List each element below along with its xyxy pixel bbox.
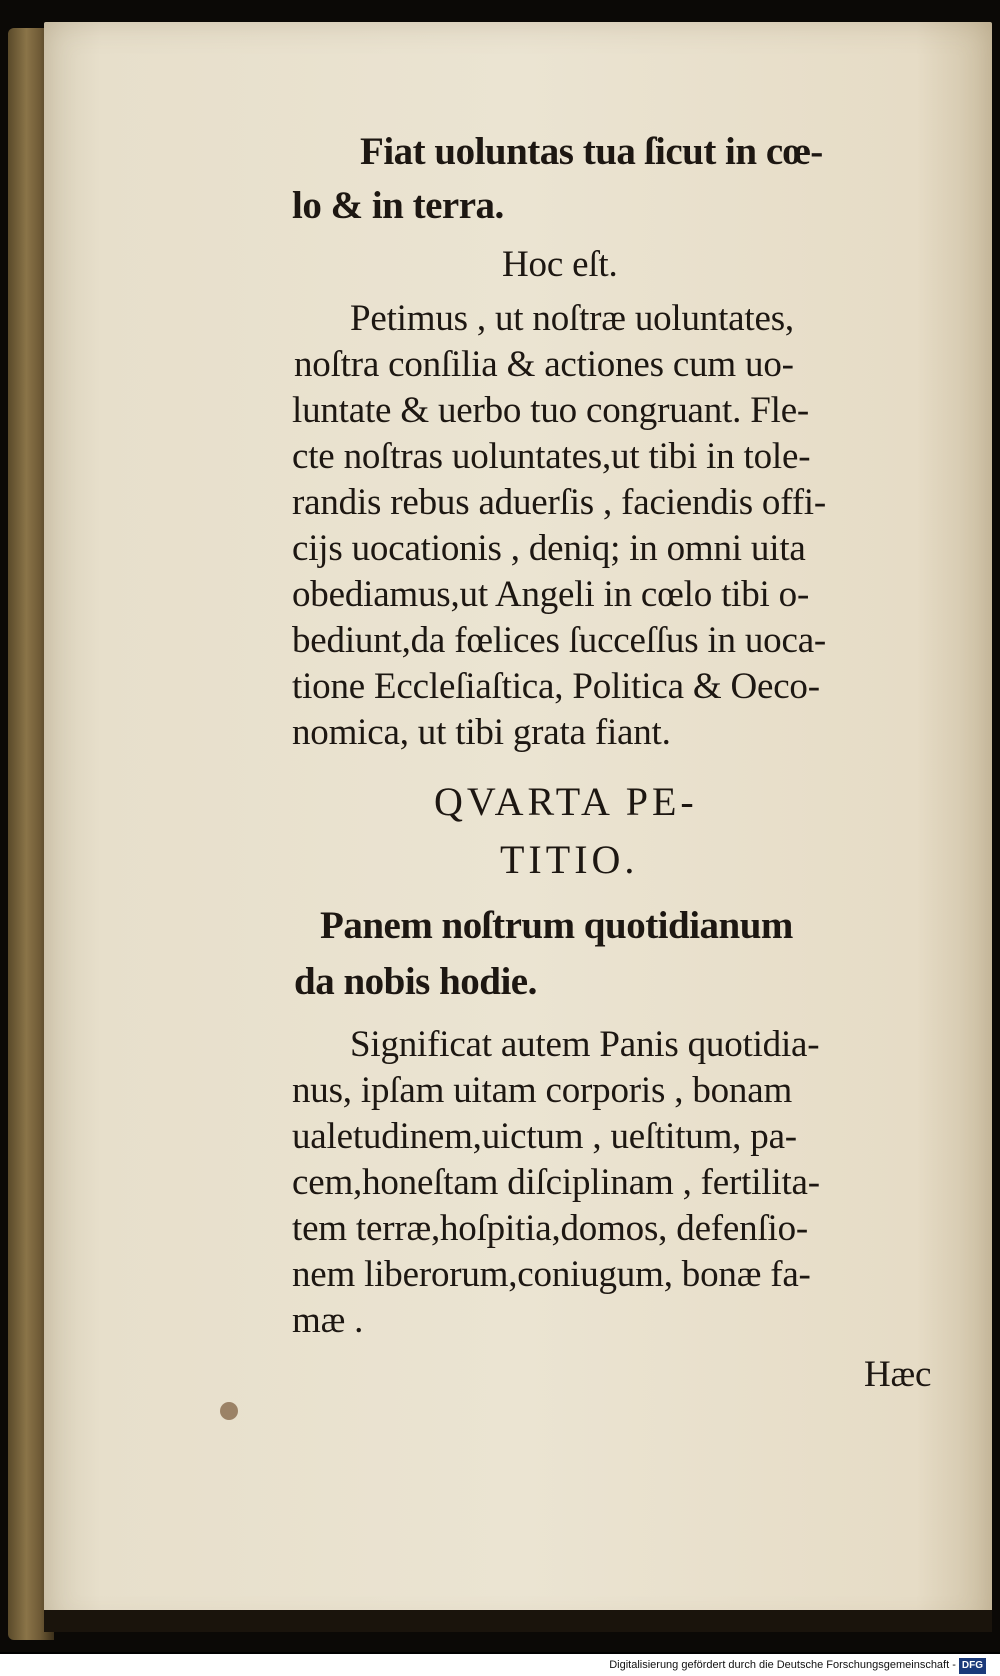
text-line: obediamus,ut Angeli in cœlo tibi o- [292, 574, 810, 615]
text-line: bediunt,da fœlices ſucceſſus in uoca- [292, 620, 827, 661]
text-line: Fiat uoluntas tua ſicut in cœ- [360, 130, 823, 173]
text-line: cijs uocationis , deniq; in omni uita [292, 528, 806, 569]
page-bottom-shadow [44, 1610, 992, 1632]
text-line: nem liberorum,coniugum, bonæ fa- [292, 1254, 811, 1295]
text-line: Panem noſtrum quotidianum [320, 904, 793, 947]
text-line: luntate & uerbo tuo congruant. Fle- [292, 390, 810, 431]
text-line: nomica, ut tibi grata fiant. [292, 712, 671, 753]
text-line: randis rebus aduerſis , faciendis offi- [292, 482, 827, 523]
text-line: Hoc eſt. [502, 244, 618, 285]
text-line: da nobis hodie. [294, 960, 537, 1003]
text-line: Significat autem Panis quotidia- [350, 1024, 820, 1065]
catchword: Hæc [864, 1354, 932, 1395]
text-line: mæ . [292, 1300, 364, 1341]
section-heading: QVARTA PE- [434, 779, 698, 824]
text-line: tione Eccleſiaſtica, Politica & Oeco- [292, 666, 820, 707]
page-text [44, 22, 992, 1622]
text-line: lo & in terra. [292, 184, 504, 227]
footer-text: Digitalisierung gefördert durch die Deutsche Forschungsgemeinschaft - [609, 1659, 956, 1671]
text-line: tem terræ,hoſpitia,domos, defenſio- [292, 1208, 809, 1249]
text-line: Petimus , ut noſtræ uoluntates, [350, 298, 794, 339]
section-heading: TITIO. [500, 837, 639, 882]
text-line: cem,honeſtam diſciplinam , fertilita- [292, 1162, 820, 1203]
text-line: ualetudinem,uictum , ueſtitum, pa- [292, 1116, 797, 1157]
digitization-footer [0, 1654, 1000, 1676]
text-line: nus, ipſam uitam corporis , bonam [292, 1070, 793, 1111]
dfg-logo: DFG [959, 1658, 986, 1674]
text-line: noſtra conſilia & actiones cum uo- [294, 344, 794, 385]
book-page [44, 22, 992, 1628]
text-line: cte noſtras uoluntates,ut tibi in tole- [292, 436, 811, 477]
